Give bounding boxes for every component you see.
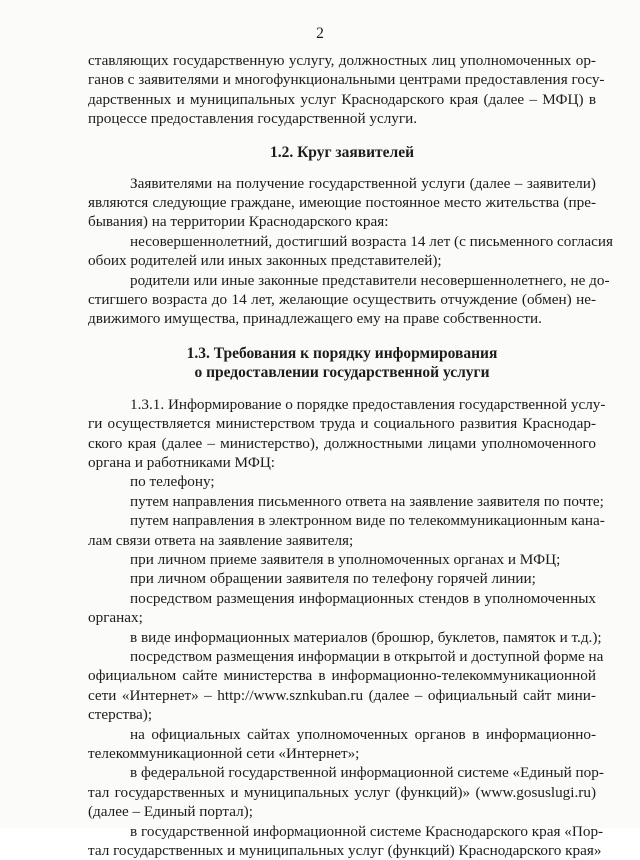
- paragraph-line: родители или иные законные представители несовершеннолетнего, не до-: [130, 272, 610, 289]
- list-item: официальном сайте министерства в информационно-телекоммуникационной: [88, 667, 596, 684]
- list-item: тал государственных и муниципальных услуг (функций) Краснодарского края»: [88, 842, 602, 859]
- list-item: в государственной информационной системе Краснодарского края «Пор-: [130, 823, 604, 840]
- list-item: по телефону;: [130, 473, 215, 490]
- list-item: лам связи ответа на заявление заявителя;: [88, 532, 354, 549]
- list-item: посредством размещения информации в открытой и доступной форме на: [130, 648, 604, 665]
- intro-line: дарственных и муниципальных услуг Краснодарского края (далее – МФЦ) в: [88, 91, 596, 108]
- paragraph-line: бывания) на территории Краснодарского края:: [88, 213, 389, 230]
- paragraph-line: 1.3.1. Информирование о порядке предоставления государственной услу-: [130, 396, 606, 413]
- intro-line: ганов с заявителями и многофункциональными центрами предоставления госу-: [88, 71, 605, 88]
- paragraph-line: органа и работниками МФЦ:: [88, 454, 276, 471]
- list-item: органах;: [88, 609, 143, 626]
- list-item: в федеральной государственной информационной системе «Единый пор-: [130, 764, 604, 781]
- list-item: при личном обращении заявителя по телефону горячей линии;: [130, 570, 536, 587]
- paragraph-line: ги осуществляется министерством труда и социального развития Краснодар-: [88, 415, 596, 432]
- section-heading-1-3-line2: о предоставлении государственной услуги: [194, 364, 490, 381]
- paragraph-line: Заявителями на получение государственной услуги (далее – заявители): [130, 175, 596, 192]
- page-number: 2: [316, 25, 324, 42]
- list-item: стерства);: [88, 706, 153, 723]
- list-item: тал государственных и муниципальных услуг (функций)» (www.gosuslugi.ru): [88, 784, 596, 801]
- paragraph-line: ского края (далее – министерство), должностными лицами уполномоченного: [88, 435, 596, 452]
- list-item: путем направления письменного ответа на заявление заявителя по почте;: [130, 493, 604, 510]
- list-item: телекоммуникационной сети «Интернет»;: [88, 745, 360, 762]
- intro-line: ставляющих государственную услугу, должностных лиц уполномоченных ор-: [88, 52, 596, 69]
- list-item: в виде информационных материалов (брошюр, буклетов, памяток и т.д.);: [130, 629, 602, 646]
- list-item: при личном приеме заявителя в уполномоченных органах и МФЦ;: [130, 551, 561, 568]
- list-item: посредством размещения информационных стендов в уполномоченных: [130, 590, 596, 607]
- paragraph-line: обоих родителей или иных законных представителей);: [88, 252, 442, 269]
- section-heading-1-3-line1: 1.3. Требования к порядку информирования: [186, 345, 498, 362]
- list-item: сети «Интернет» – http://www.sznkuban.ru (далее – официальный сайт мини-: [88, 687, 596, 704]
- paragraph-line: несовершеннолетний, достигший возраста 14 лет (с письменного согласия: [130, 233, 613, 250]
- list-item: (далее – Единый портал);: [88, 803, 253, 820]
- paragraph-line: движимого имущества, принадлежащего ему на праве собственности.: [88, 310, 542, 327]
- paragraph-line: стигшего возраста до 14 лет, желающие осуществить отчуждение (обмен) не-: [88, 291, 596, 308]
- list-item: на официальных сайтах уполномоченных органов в информационно-: [130, 726, 596, 743]
- list-item: путем направления в электронном виде по телекоммуникационным кана-: [130, 512, 605, 529]
- section-heading-1-2: 1.2. Круг заявителей: [269, 144, 415, 161]
- paragraph-line: являются следующие граждане, имеющие постоянное место жительства (пре-: [88, 194, 596, 211]
- intro-line: процессе предоставления государственной услуги.: [88, 110, 418, 127]
